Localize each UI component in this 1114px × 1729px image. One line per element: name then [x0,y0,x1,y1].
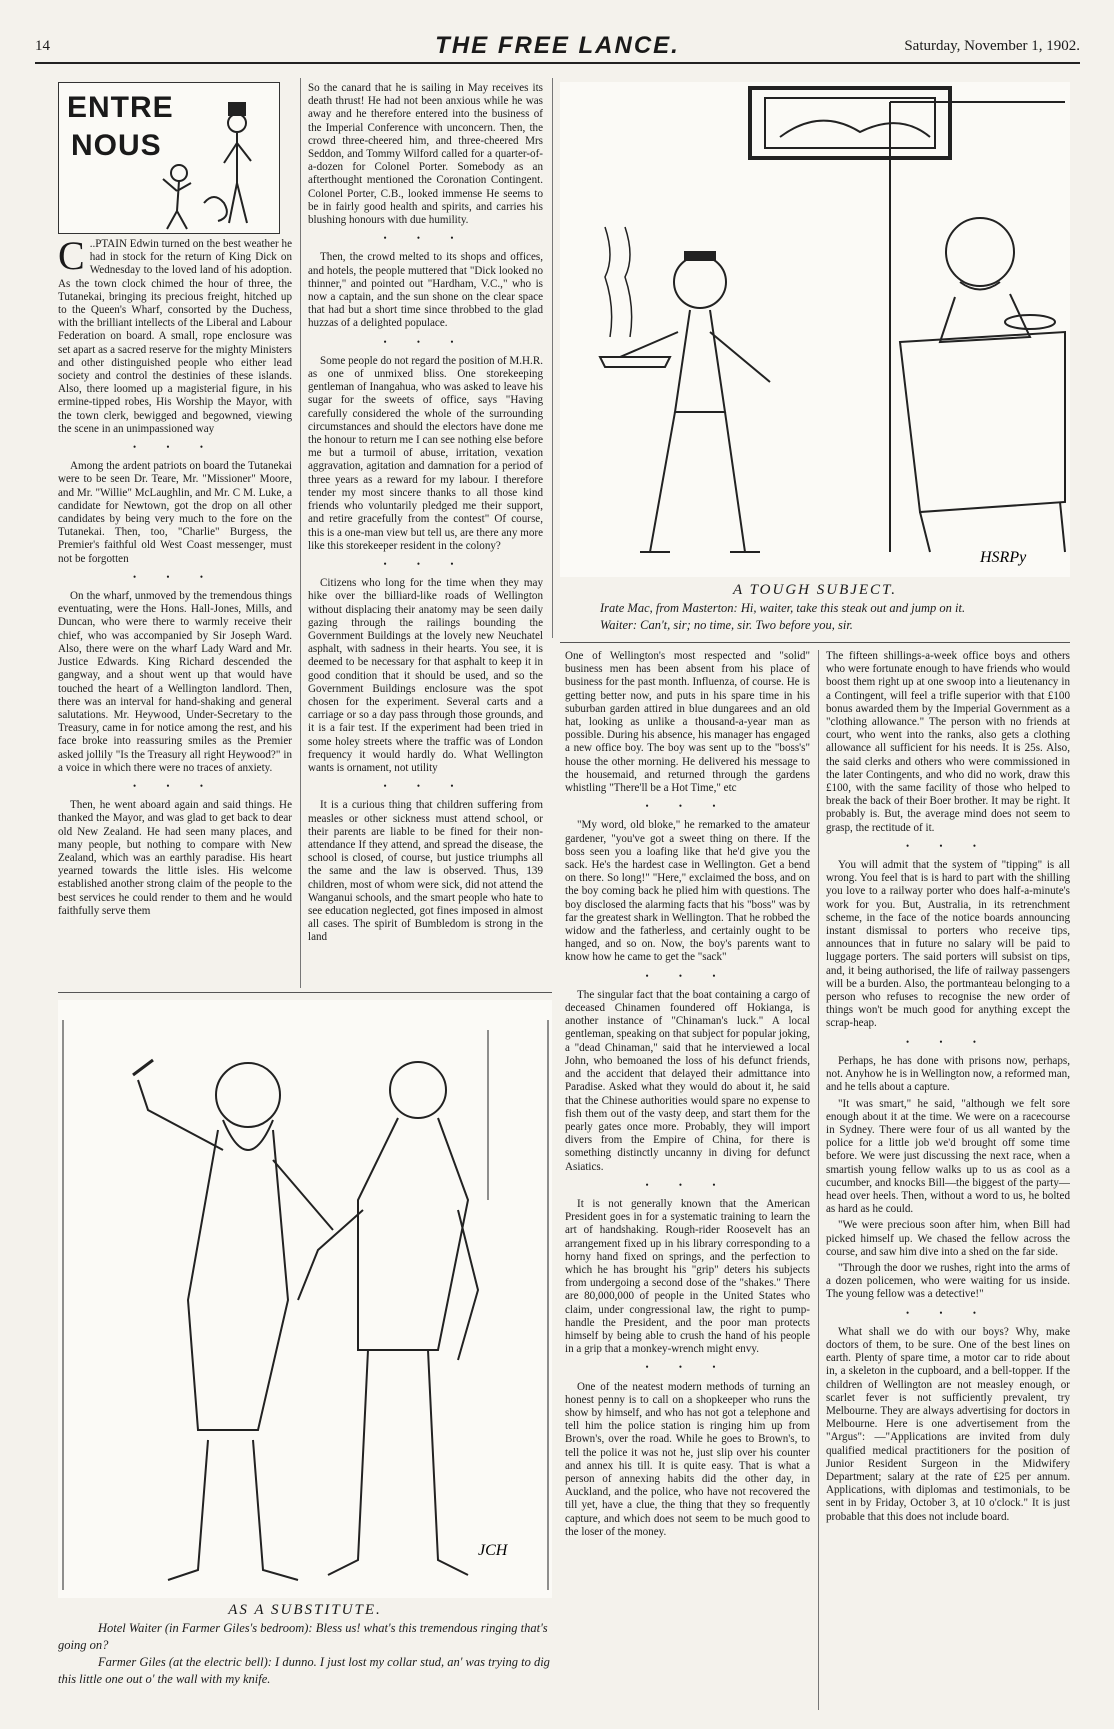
horizontal-rule [58,992,552,993]
column-rule [552,78,553,638]
section-break: • • • [383,336,468,347]
col1-paragraph: Then, he went aboard again and said things. He thanked the Mayor, and was glad to get back to dear old New Zealand. He had seen many places, and many people, but nothing to compare with New Zealand, which was an earthly paradise. His heart yearned towards the little isles. His welcome established another strong claim of the people to the best services he could render to them and he would faithfully serve them [58,799,292,917]
col2-paragraph: Citizens who long for the time when they may hike over the billiard-like roads of Wellington without displacing their anatomy may be seen daily gazing through the railings bounding the Government Buildings at the lovely new Neuchatel asphalt, with sadness in their hearts. You see, it is deemed to be necessary for that asphalt to keep it in good condition that it should be used, and so the Government Buildings enclosure was the spot chosen for the experiment. Several carts and a carriage or so a day pass through those grounds, and it is a fair test. If the experiment had been tried in some holey streets where the traffic was of London frequency it would hardly do. What Wellington wants is ornament, not utility [308,577,543,774]
col2-paragraph: Some people do not regard the position of M.H.R. as one of unmixed bliss. One storekeeping gentleman of Inangahua, who was asked to leave his sugar for the sweets of office, says "Having carefully considered the whole of the surrounding circumstances and should the electors have done me the honour to return me I can see nothing else before me but a turmoil of abuse, irritation, vexation aggravation, agitation and damnation for a period of three years as a reward for my labour. I therefore tender my most sincere thanks to all those kind friends who voluntarily pledged me their support, and retire gracefully from the contest" Of course, this is a one-man view but tell us, are there any more like this storekeeper resident in the colony? [308,354,543,552]
tough-subject-illustration [560,82,1070,577]
col3-paragraph: One of Wellington's most respected and "solid" business men has been absent from his place of business for the past month. Influenza, of course. He is getting better now, and puts in his spare time in his suburban garden attired in blue dungarees and an old hat, looking as unlike a thousand-a-year man as possible. During his absence, his manager has engaged a new office boy. The boy was sent up to the "boss's" house the other morning. He delivered his message to the housemaid, and returned through the gardens whistling "There'll be a Hot Time," etc [565,650,810,795]
artist-signature: JCH [478,1542,508,1559]
col1-paragraph: On the wharf, unmoved by the tremendous things eventuating, were the Hons. Hall-Jones, Mills, and Duncan, who were there to warmly receive their chief, who was accompanied by Sir Joseph Ward. Also, there were on the wharf Lady Ward and Mr. Justice Edwards. King Richard descended the gangway, and a shout went up that would have touched the heart of a Wellington landlord. Then, there was an interval for hand-shaking and general salutations. Mr. Heywood, Under-Secretary to the Treasury, came in for notice among the rest, and his face broke into reassuring smiles as the Premier asked jollily "Is the Treasury all right Heywood?" in a voice in which there were no traces of anxiety. [58,590,292,774]
waiter-and-diner-icon [560,82,1070,577]
col2-paragraph: It is a curious thing that children suffering from measles or other sickness must attend school, or their parents are liable to be fined for their non-attendance If they attend, and spread the disease, the school is closed, of course, but justice triumphs all the same and the law is observed. Thus, 139 children, most of whom were sick, did not attend the Wanganui schools, and the smart people who hate to see education neglected, got fines imposed in almost all cases. The spirit of Bumbledom is strong in the land [308,799,543,944]
substitute-illustration [58,1000,552,1598]
substitute-caption [58,1620,552,1688]
section-break: • • • [906,1036,990,1047]
section-break: • • • [645,970,730,981]
caption-line: Farmer Giles (at the electric bell): I dunno. I just lost my collar stud, an' was trying to dig this little one out o' the wall with my knife. [58,1655,550,1686]
nous-text: NOUS [71,129,162,162]
col4-paragraph: What shall we do with our boys? Why, make doctors of them, to be sure. One of the best lines on earth. Plenty of spare time, a motor car to ride about in, a skeleton in the cupboard, and a bell-topper. If the children of Wellington are not measley enough, or scarlet fever is not sufficiently prevalent, try Melbourne. They are always advertising for doctors in Melbourne. Here is one advertisement from the "Argus": —"Applications are invited from duly qualified medical practitioners for the position of Junior Resident Surgeon in the Midwifery Department; salary at the rate of £25 per annum. Applications, with diplomas and testimonials, to be sent in by Friday, October 3, at 10 o'clock." It is just probable that this does not include board. [826,1325,1070,1523]
tough-subject-caption [600,600,1070,634]
section-break: • • • [645,801,730,812]
col3-paragraph: It is not generally known that the American President goes in for a systematic training to learn the art of handshaking. Rough-rider Roosevelt has an arrangement fixed up in his library corresponding to a horny hand fixed on springs, and the perfection to which he has brought his "grip" deters his subjects from undergoing a second dose of the "shakes." There are 80,000,000 of people in the United States who claim, under congressional law, the right to pump-handle the President, and the poor man protects himself by being able to crush the hand of his people in a grip that a monkey-wrench might envy. [565,1197,810,1356]
section-break: • • • [645,1179,730,1190]
entre-nous-figures-icon [59,83,279,233]
section-break: • • • [383,233,468,244]
section-break: • • • [383,558,468,569]
drop-cap: C [58,238,85,278]
section-break: • • • [133,571,217,582]
col1-paragraph: C ..PTAIN Edwin turned on the best weather he had in stock for the return of King Dick on Wednesday to the loved land of his adoption. As the town clock chimed the hour of three, the Tutanekai, bringing its precious freight, hitched up to the Queen's Wharf, consorted by the Duchess, with the brilliant intellects of the Liberal and Labour Federation on board. A small, rope enclosure was set apart as a sacred reserve for the mighty Ministers and other distinguished people who either lead society and control the destinies of these islands. Also, there loomed up a magisterial figure, in his ermine-tipped robes, His Worship the Mayor, with the town clerk, bewigged and begowned, viewing the scene in an unimpassioned way [58,238,292,435]
entre-nous-heading [58,82,280,234]
col2-paragraph: So the canard that he is sailing in May receives its death thrust! He had not been anxious while he was away and he therefore entered into the business of the Imperial Conference with unconcern. Then, the crowd three-cheered him, and three-cheered Mrs Seddon, and Tommy Wilford called for a quarter-of-a-dozen for Colonel Porter. Somebody as an afterthought mentioned the Coronation Contingent. Colonel Porter, C.B., looked immense He seems to be in fairly good health and spirits, and carries his blushing honours with due humility. [308,82,543,227]
col3-paragraph: One of the neatest modern methods of turning an honest penny is to call on a shopkeeper who runs the show by himself, and who has not got a telephone and tell him the police station is ringing him up from Brown's, over the road. While he goes to Brown's, to tell the police it was not he, just slip over his counter and annex his till. It is quite easy. That is what a person of annexing habits did the other day, in Auckland, and the police, who have not recovered the till yet, have a clue, the thing that they so frequently capture, and which does not seem to be much good to the loser of the money. [565,1380,810,1538]
page-number: 14 [35,38,50,54]
col2-paragraph: Then, the crowd melted to its shops and offices, and hotels, the people muttered that "Dick looked no thinner," and pointed out "Hardham, V.C.," who is now a captain, and the sun shone on the clear space that had but a short time since throbbed to the glad huzzas of a delighted populace. [308,251,543,330]
caption-line: Irate Mac, from Masterton: Hi, waiter, take this steak out and jump on it. [600,601,966,615]
page-header [35,30,1080,64]
artist-signature: HSRPy [980,549,1027,566]
section-break: • • • [906,1307,990,1318]
section-break: • • • [133,442,217,453]
col4-paragraph: "It was smart," he said, "although we felt sore enough about it at the time. We were on a racecourse in Sydney. There were four of us all wanted by the police for a little job we'd brought off some time before. We were just discussing the next race, when a smartish young fellow walks up to us as cool as a cucumber, and knocks Bill—the biggest of the party—head over heels. Then, without a word to us, he bolted as hard as he could. [826,1097,1070,1216]
section-break: • • • [133,780,217,791]
col4-paragraph: "Through the door we rushes, right into the arms of a dozen policemen, who were waiting for us inside. The young fellow was a detective!" [826,1261,1070,1301]
caption-line: Hotel Waiter (in Farmer Giles's bedroom): Bless us! what's this tremendous ringing that's going on? [58,1621,548,1652]
section-break: • • • [645,1362,730,1373]
issue-date: Saturday, November 1, 1902. [904,38,1080,54]
section-break: • • • [383,781,468,792]
column-3 [565,650,810,1710]
column-rule [300,78,301,988]
col3-paragraph: The singular fact that the boat containing a cargo of deceased Chinamen foundered off Hokianga, is another instance of "Chinaman's luck." A local gentleman, speaking on that subject for popular joking, a "dead Chinaman," said that he interviewed a local John, who bemoaned the loss of his defunct friends, and the accident that delayed their admittance into Paradise. Asked what they would do about it, he said that the Chinese authorities would spare no expense to fish them out of the vasty deep, and start them for the pearly gates once more. Probably, they will import divers from the Empire of China, for there is something distinctly uncanny in diving for defunct Asiatics. [565,988,810,1173]
substitute-title: AS A SUBSTITUTE. [228,1602,382,1618]
col4-paragraph: Perhaps, he has done with prisons now, perhaps, not. Anyhow he is in Wellington now, a reformed man, and he tells about a capture. [826,1054,1070,1094]
waiter-and-farmer-icon [58,1000,552,1598]
col1-paragraph: Among the ardent patriots on board the Tutanekai were to be seen Dr. Teare, Mr. "Missioner" Moore, and Mr. "Willie" McLaughlin, and Mr. C M. Luke, a candidate for Newtown, got the drop on all other candidates by being very much to the fore on the Tutanekai. Then, too, "Charlie" Burgess, the Premier's faithful old West Coast messenger, must not be forgotten [58,460,292,565]
entre-text: ENTRE [67,91,174,124]
column-2 [308,82,543,985]
col3-paragraph: "My word, old bloke," he remarked to the amateur gardener, "you've got a sweet thing on there. If the boss seen you a loafing like that he'd give you the sack. He's the hardest case in Wellington. Get a bend on there. So long!" "Here," exclaimed the boss, and on the boy coming back he plied him with questions. The boy disclosed the alarming facts that his "boss" was by far the greatest shark in Wellington. That he robbed the widow and the fatherless, and certainly ought to be hanged, and so on. Now, the boy's parents want to know how he came to get the "sack" [565,819,810,964]
masthead: THE FREE LANCE. [435,32,680,59]
section-break: • • • [906,840,990,851]
col4-paragraph: You will admit that the system of "tipping" is all wrong. You feel that is is hard to part with the shilling you love to a railway porter who does half-a-minute's work for you. But, Australia, in its retrenchment scheme, in the face of the notice boards announcing instant dismissal to porters who receive tips, announces that in future no salary will be paid to luggage porters. The said porters will subsist on tips, and, it being authorised, the life of railway passengers will be a burden. Also, the portmanteau belonging to a person who refuses to recognise the new order of things won't be much good for anything except the scrap-heap. [826,859,1070,1030]
col4-paragraph: The fifteen shillings-a-week office boys and others who were fortunate enough to have friends who would boost them right up at one swoop into a lieutenancy in a Contingent, will feel a trifle superior with that £100 bonus awarded them by the Imperial Government as a "clothing allowance." The person with no friends at court, who went into the ranks, also gets a clothing allowance all sufficient for his needs. It is 25s. Also, the said clerks and others who were commissioned in the later Contingents, and who did no work, draw this £100, with the same facility of those who helped to break the back of their Boer brother. It may be right. It probably is. But, the average mind does not seem to grasp, the rectitude of it. [826,650,1070,834]
caption-line: Waiter: Can't, sir; no time, sir. Two before you, sir. [600,618,853,632]
tough-subject-title: A TOUGH SUBJECT. [732,582,898,598]
column-1 [58,238,292,985]
col4-paragraph: "We were precious soon after him, when Bill had picked himself up. We chased the fellow across the course, and saw him dive into a shed on the far side. [826,1219,1070,1258]
horizontal-rule [560,642,1070,643]
column-4 [826,650,1070,1710]
column-rule [818,650,819,1710]
